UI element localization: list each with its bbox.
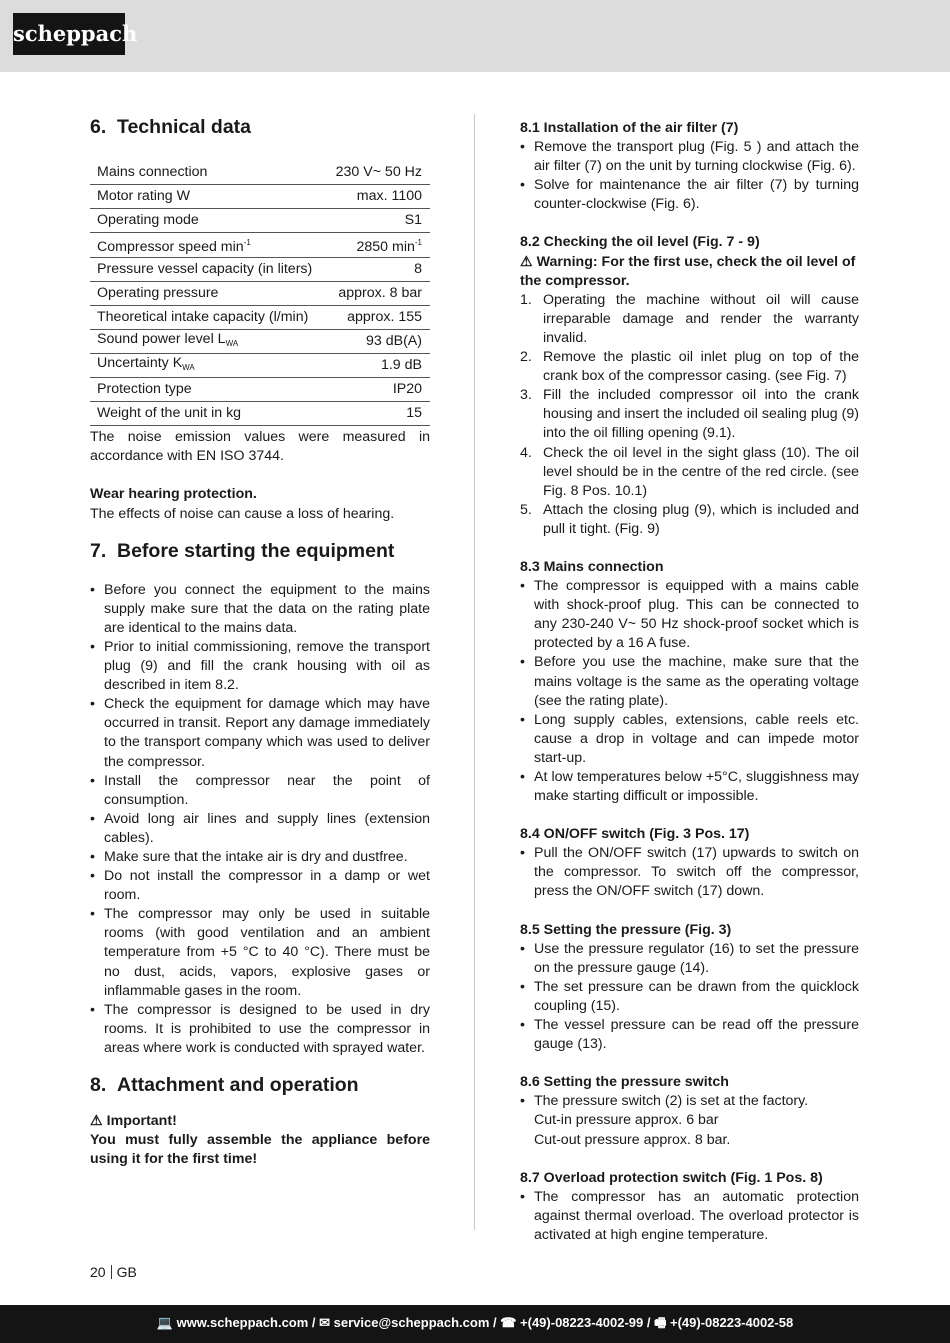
- table-row: [90, 402, 430, 426]
- list-item: • Use the pressure regulator (16) to set the pressure on the pressure gauge (14).: [520, 940, 859, 978]
- noise-note: The noise emission values were measured in accordance with EN ISO 3744.: [90, 429, 430, 465]
- page-number: 20 GB: [90, 1264, 137, 1280]
- list-item: • The compressor has an automatic protection against thermal overload. The overload protector is activated at high engine temperature.: [520, 1188, 859, 1245]
- section-8-6-list: [520, 1092, 859, 1111]
- list-item: • The compressor may only be used in suitable rooms (with good ventilation and an ambient temperature from +5 °C to 40 °C). There must be no dust, acids, vapors, explosive gases or inflammable gases in the room.: [90, 905, 430, 1000]
- list-item: • Before you use the machine, make sure that the mains voltage is the same as the operating voltage (see the rating plate).: [520, 653, 859, 710]
- section-6-heading: 6. Technical data: [90, 116, 252, 138]
- cut-in-pressure: Cut-in pressure approx. 6 bar: [534, 1112, 719, 1129]
- list-item: • Install the compressor near the point of consumption.: [90, 772, 430, 810]
- table-label: Theoretical intake capacity (l/min): [90, 306, 326, 330]
- list-item: • The compressor is equipped with a mains cable with shock-proof plug. This can be connected to any 230-240 V~ 50 Hz shock-proof socket which is protected by a 16 A fuse.: [520, 577, 859, 653]
- table-row: [90, 282, 430, 306]
- list-item: 1. Operating the machine without oil will cause irreparable damage and render the warranty invalid.: [520, 291, 859, 346]
- table-row: [90, 258, 430, 282]
- section-8-6-heading: 8.6 Setting the pressure switch: [520, 1074, 729, 1091]
- footer-bar: [0, 1305, 950, 1343]
- left-column: [90, 114, 430, 1169]
- list-item: • Make sure that the intake air is dry and dustfree.: [90, 848, 430, 867]
- footer-contact: 💻 www.scheppach.com / ✉ service@scheppach.com / ☎ +(49)-08223-4002-99 / 🖷 +(49)-08223-4002-58: [156, 1315, 794, 1330]
- oil-warning: ⚠ Warning: For the first use, check the oil level of the compressor.: [520, 253, 856, 289]
- section-8-2-heading: 8.2 Checking the oil level (Fig. 7 - 9): [520, 234, 760, 251]
- list-item: • The set pressure can be drawn from the quicklock coupling (15).: [520, 978, 859, 1016]
- table-label: Pressure vessel capacity (in liters): [90, 258, 326, 282]
- table-row: [90, 378, 430, 402]
- table-value: 15: [326, 402, 430, 426]
- section-8-4-heading: 8.4 ON/OFF switch (Fig. 3 Pos. 17): [520, 826, 750, 843]
- table-value: approx. 155: [326, 306, 430, 330]
- table-row: [90, 354, 430, 378]
- table-label: Operating mode: [90, 209, 326, 233]
- list-item: • Prior to initial commissioning, remove the transport plug (9) and fill the crank housing with oil as described in item 8.2.: [90, 638, 430, 695]
- section-8-7-heading: 8.7 Overload protection switch (Fig. 1 Pos. 8): [520, 1169, 823, 1186]
- list-item: 5. Attach the closing plug (9), which is included and pull it tight. (Fig. 9): [520, 501, 859, 537]
- table-value: 230 V~ 50 Hz: [326, 161, 430, 185]
- list-item: • The vessel pressure can be read off the pressure gauge (13).: [520, 1016, 859, 1054]
- list-item: • At low temperatures below +5°C, sluggishness may make starting difficult or impossible.: [520, 768, 859, 806]
- list-item: • Avoid long air lines and supply lines (extension cables).: [90, 810, 430, 848]
- section-8-5-heading: 8.5 Setting the pressure (Fig. 3): [520, 921, 732, 938]
- table-label: Uncertainty $K_{WA}$: [90, 354, 326, 378]
- table-value: IP20: [326, 378, 430, 402]
- list-item: 4. Check the oil level in the sight glass (10). The oil level should be in the centre of the red circle. (see Fig. 8 Pos. 10.1): [520, 444, 859, 499]
- table-label: Motor rating W: [90, 185, 326, 209]
- table-value: 2850 $\min^{-1}$: [326, 233, 430, 258]
- section-7-heading: 7. Before starting the equipment: [90, 539, 395, 562]
- section-7-list: [90, 581, 430, 1058]
- important-notice-label: ⚠ Important!: [90, 1113, 177, 1129]
- brand-logo: scheppach: [13, 13, 125, 55]
- important-notice-text: You must fully assemble the appliance before using it for the first time!: [90, 1132, 430, 1168]
- hearing-protection-text: The effects of noise can cause a loss of hearing.: [90, 505, 395, 522]
- list-item: • Remove the transport plug (Fig. 5 ) and attach the air filter (7) on the unit by turning clockwise (Fig. 6).: [520, 138, 859, 176]
- table-label: Weight of the unit in kg: [90, 402, 326, 426]
- section-8-3-heading: 8.3 Mains connection: [520, 558, 664, 575]
- table-value: S1: [326, 209, 430, 233]
- table-value: approx. 8 bar: [326, 282, 430, 306]
- section-8-7-list: [520, 1188, 859, 1245]
- list-item: • The pressure switch (2) is set at the factory.: [520, 1092, 859, 1111]
- list-item: • Do not install the compressor in a damp or wet room.: [90, 867, 430, 905]
- table-label: Protection type: [90, 378, 326, 402]
- technical-data-table: [90, 161, 430, 426]
- cut-out-pressure: Cut-out pressure approx. 8 bar.: [534, 1131, 731, 1148]
- table-value: 93 dB(A): [326, 330, 430, 354]
- list-item: • The compressor is designed to be used in dry rooms. It is prohibited to use the compressor in areas where work is conducted with sprayed water.: [90, 1001, 430, 1058]
- table-value: 1.9 dB: [326, 354, 430, 378]
- section-8-1-heading: 8.1 Installation of the air filter (7): [520, 120, 739, 136]
- table-label: Mains connection: [90, 161, 326, 185]
- header-bar: [0, 0, 950, 72]
- list-item: • Solve for maintenance the air filter (7) by turning counter-clockwise (Fig. 6).: [520, 176, 859, 214]
- table-value: max. 1100: [326, 185, 430, 209]
- table-row: [90, 330, 430, 354]
- list-item: 2. Remove the plastic oil inlet plug on top of the crank box of the compressor casing. (see Fig. 7): [520, 349, 859, 385]
- table-value: 8: [326, 258, 430, 282]
- section-8-5-list: [520, 940, 859, 1055]
- table-row: [90, 233, 430, 258]
- hearing-protection-heading: Wear hearing protection.: [90, 486, 257, 503]
- section-8-1-list: [520, 138, 859, 214]
- section-8-3-list: [520, 577, 859, 806]
- list-item: 3. Fill the included compressor oil into the crank housing and insert the included oil sealing plug (9) into the oil filling opening (9.1).: [520, 387, 859, 442]
- table-label: Compressor speed $\min^{-1}$: [90, 233, 326, 258]
- list-item: • Before you connect the equipment to the mains supply make sure that the data on the rating plate are identical to the mains data.: [90, 581, 430, 638]
- table-row: [90, 306, 430, 330]
- section-8-4-list: [520, 844, 859, 901]
- list-item: • Long supply cables, extensions, cable reels etc. cause a drop in voltage and can impede motor start-up.: [520, 711, 859, 768]
- table-row: [90, 185, 430, 209]
- table-row: [90, 209, 430, 233]
- right-column: [520, 119, 859, 1245]
- table-label: Sound power level $L_{WA}$: [90, 330, 326, 354]
- section-8-heading: 8. Attachment and operation: [90, 1074, 359, 1096]
- table-row: [90, 161, 430, 185]
- table-label: Operating pressure: [90, 282, 326, 306]
- list-item: • Check the equipment for damage which may have occurred in transit. Report any damage immediately to the transport company which was used to deliver the compressor.: [90, 695, 430, 771]
- section-8-2-list: [520, 291, 859, 539]
- list-item: • Pull the ON/OFF switch (17) upwards to switch on the compressor. To switch off the compressor, press the ON/OFF switch (17) down.: [520, 844, 859, 901]
- column-divider: [474, 114, 475, 1230]
